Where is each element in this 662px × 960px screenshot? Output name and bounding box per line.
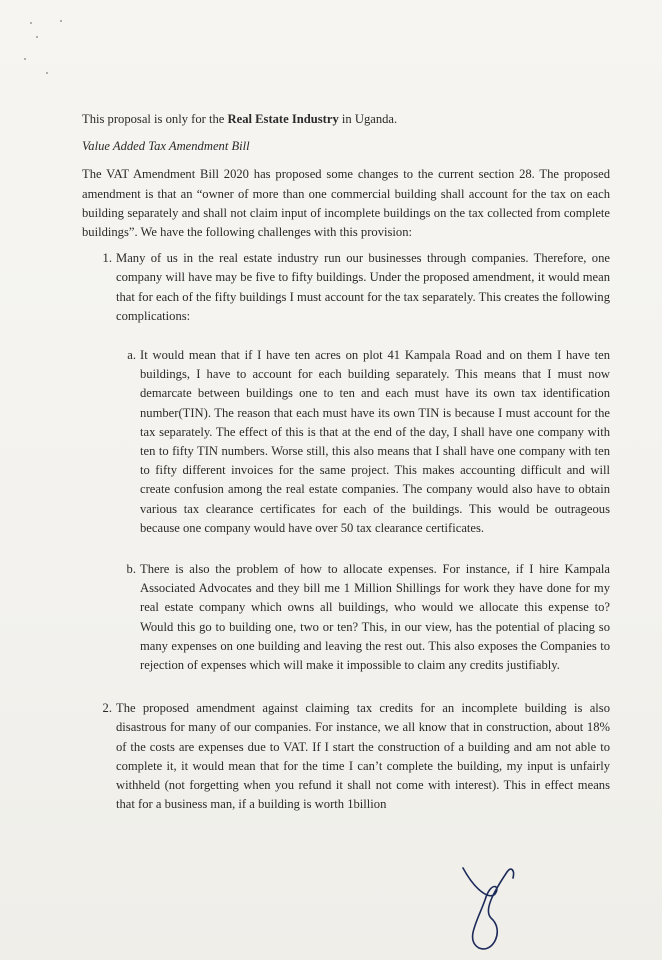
list-item-text: The proposed amendment against claiming tax credits for an incomplete building is also disastrous for many of our companies. For instance, we all know that in construction, about 18% of the costs are expenses due to VAT. If I start the construction of a building and am not able to complete it, it would mean that for the time I can’t complete the building, my input is unfairly withheld (not forgetting when you refund it shall not come with interest). This in effect means that for a business man, if a building is worth 1billion	[116, 701, 610, 812]
list-item-text: Many of us in the real estate industry run our businesses through companies. Therefore, one company will have may be five to fifty buildings. Under the proposed amendment, it would mean that for each of the fifty buildings I must account for the tax separately. This creates the following complications:	[116, 251, 610, 323]
sub-item-a	[116, 346, 610, 538]
intro-line	[82, 110, 610, 129]
document-body	[82, 110, 610, 815]
sub-item-text: There is also the problem of how to allocate expenses. For instance, if I hire Kampala Associated Advocates and they bill me 1 Million Shillings for work they have done for my real estate company which owns all buildings, who would we allocate this expense to? Would this go to building one, two or ten? This, in our view, has the potential of placing so many expenses on one building and leaving the rest out. This also exposes the Companies to rejection of expenses which will make it impossible to claim any credits justifiably.	[140, 562, 610, 673]
list-item-2	[82, 699, 610, 814]
list-number: 2.	[102, 701, 112, 716]
list-number: 1.	[102, 251, 112, 266]
sub-item-b	[116, 560, 610, 675]
intro-bold-text: Real Estate Industry	[227, 112, 339, 126]
bill-title: Value Added Tax Amendment Bill	[82, 139, 250, 154]
sub-item-letter: b.	[126, 562, 136, 577]
intro-text-before: This proposal is only for the	[82, 112, 228, 126]
sub-item-text: It would mean that if I have ten acres on plot 41 Kampala Road and on them I have ten buildings, I have to account for each building separately. This means that I must now demarcate between buildings one to ten and each must have its own tax identification number(TIN). The reason that each must have its own TIN is because I must account for the tax separately. The effect of this is that at the end of the day, I shall have one company with ten to fifty TIN numbers. Worse still, this also means that I shall have one company with ten to fifty different invoices for the same project. This makes accounting difficult and will create confusion among the real estate companies. The company would also have to obtain various tax clearance certificates for each of the buildings. This would be outrageous because one company would have over 50 tax clearance certificates.	[140, 348, 610, 535]
list-item-1	[82, 249, 610, 326]
intro-text-after: in Uganda.	[338, 112, 398, 126]
signature-icon	[455, 860, 525, 955]
sub-item-letter: a.	[127, 348, 136, 363]
opening-paragraph: The VAT Amendment Bill 2020 has proposed some changes to the current section 28. The proposed amendment is that an “owner of more than one commercial building shall account for the tax on each building separately and shall not claim input of incomplete buildings on the tax collected from complete buildings”. We have the following challenges with this provision:	[82, 167, 610, 240]
